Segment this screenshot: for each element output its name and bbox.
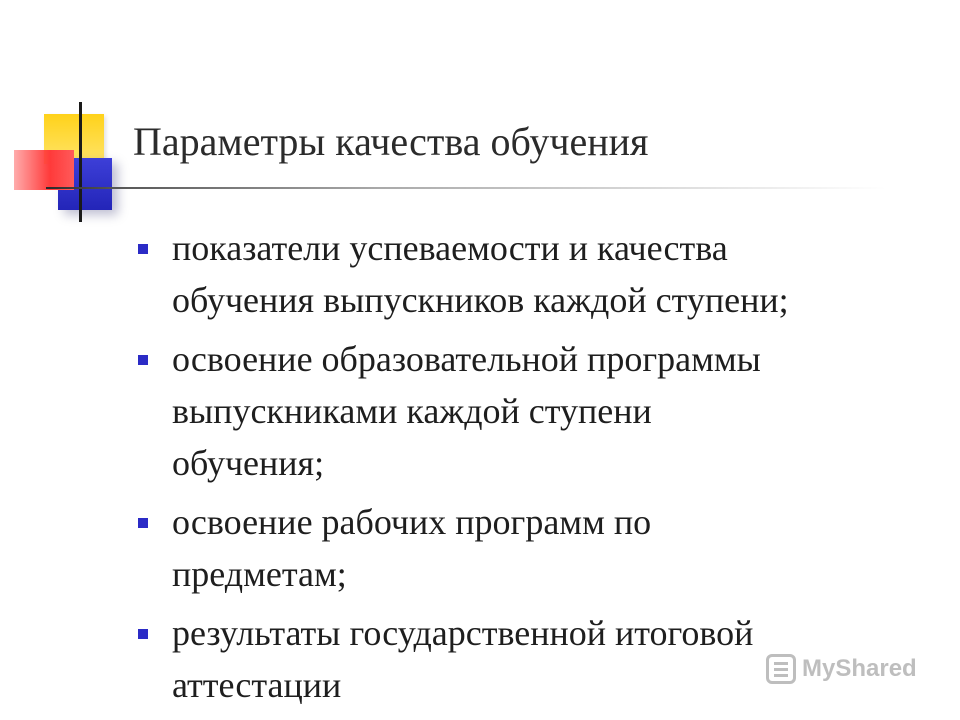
title-underline — [46, 187, 886, 189]
list-item-text: освоение рабочих программ по предметам; — [172, 502, 652, 594]
square-bullet-icon — [138, 518, 148, 528]
watermark-text: MyShared — [802, 655, 917, 682]
vertical-line-decoration — [79, 102, 82, 222]
bullet-list — [128, 222, 928, 718]
list-item — [128, 496, 928, 600]
corner-decoration — [0, 0, 140, 230]
list-item — [128, 222, 928, 326]
watermark — [766, 654, 917, 684]
list-item-text: освоение образовательной программы выпускниками каждой ступени обучения; — [172, 339, 761, 483]
list-item-text: показатели успеваемости и качества обучения выпускников каждой ступени; — [172, 228, 789, 320]
myshared-logo-icon — [766, 654, 796, 684]
square-bullet-icon — [138, 244, 148, 254]
list-item-text: результаты государственной итоговой аттестации — [172, 613, 754, 705]
red-square-decoration — [14, 150, 74, 190]
list-item — [128, 333, 928, 489]
slide-title: Параметры качества обучения — [133, 119, 649, 164]
square-bullet-icon — [138, 355, 148, 365]
square-bullet-icon — [138, 629, 148, 639]
